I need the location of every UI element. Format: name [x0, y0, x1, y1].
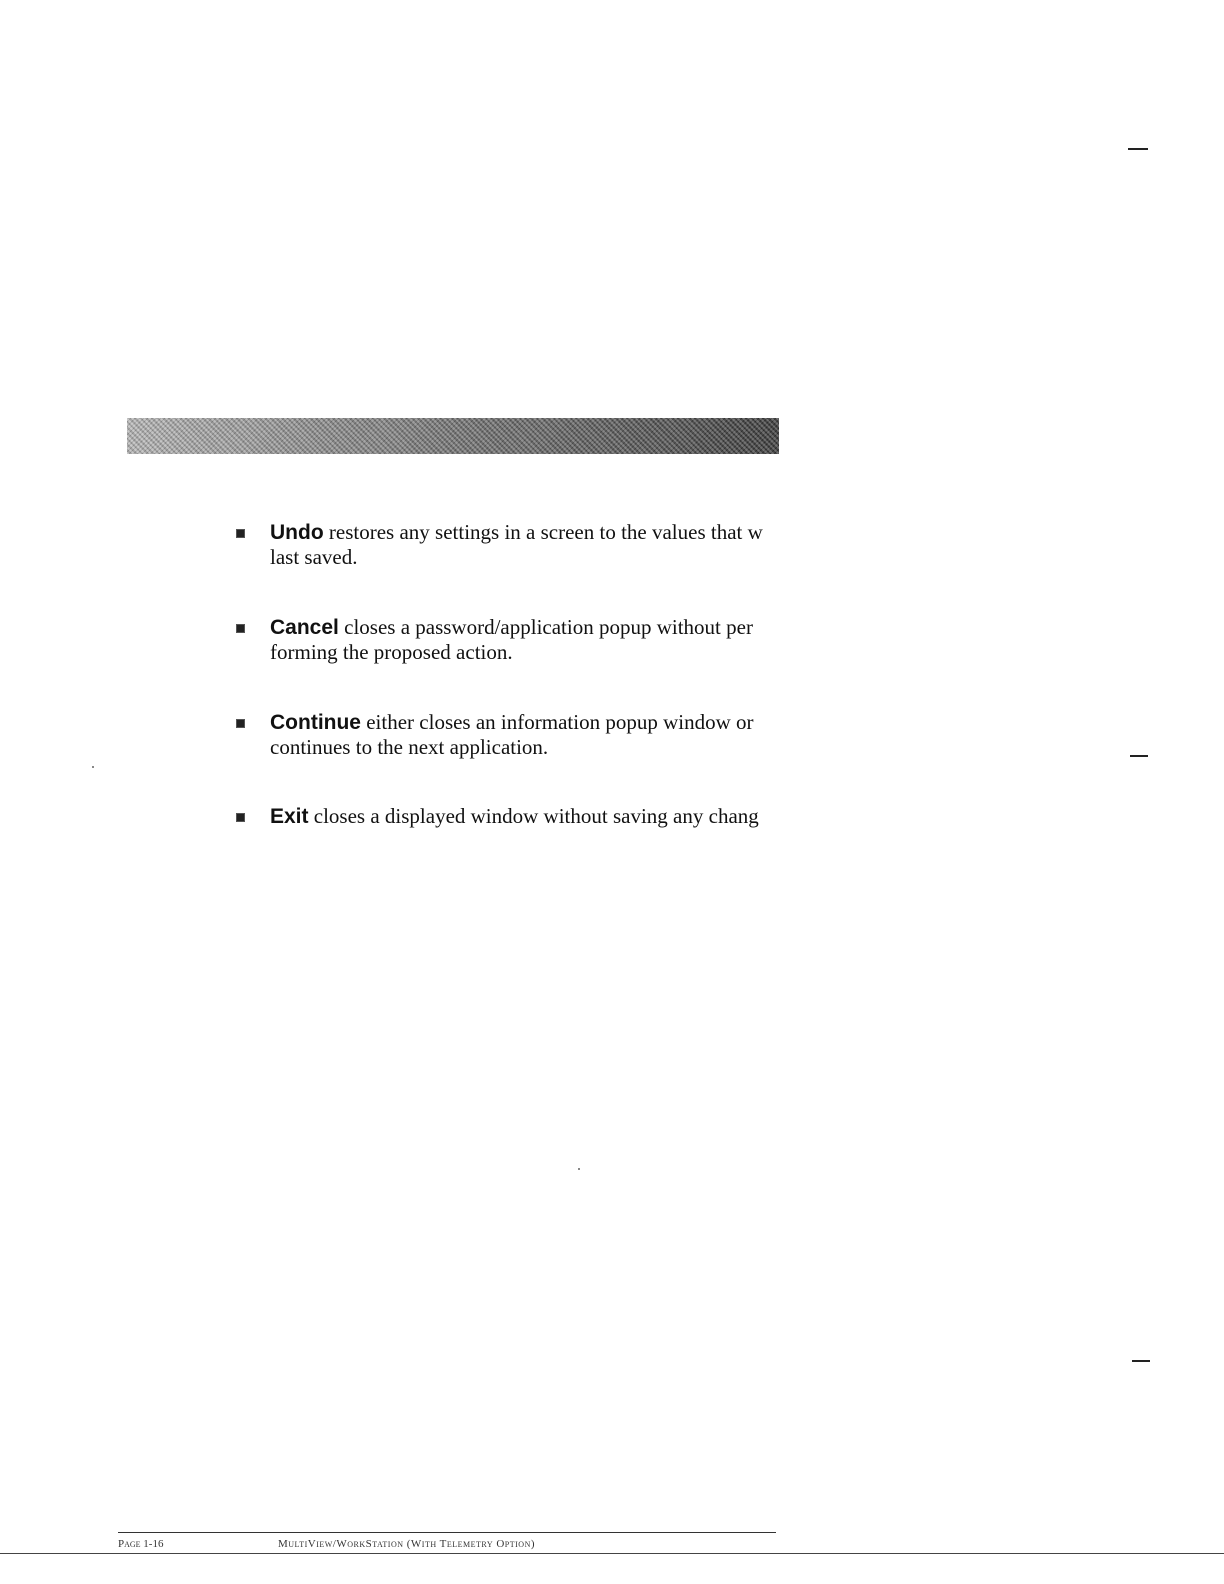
- margin-mark: [1130, 755, 1148, 757]
- list-item-text: [270, 520, 780, 569]
- document-title: MultiView/WorkStation (With Telemetry Option): [278, 1538, 536, 1550]
- square-bullet-icon: [236, 624, 245, 633]
- bottom-rule: [0, 1553, 1224, 1554]
- scan-speck: [92, 766, 94, 768]
- list-item-cancel: [236, 615, 796, 665]
- description-line-2: continues to the next application.: [270, 735, 549, 759]
- list-item-exit: [236, 804, 796, 832]
- list-item-text: [270, 710, 780, 759]
- description-line-1: restores any settings in a screen to the values that w: [328, 520, 763, 544]
- list-item-continue: [236, 710, 796, 760]
- term-continue: Continue: [270, 711, 361, 734]
- section-banner: [127, 418, 779, 454]
- page-number: Page 1-16: [118, 1538, 164, 1550]
- description-line-1: closes a displayed window without saving any chang: [313, 804, 759, 828]
- margin-mark: [1132, 1360, 1150, 1362]
- term-undo: Undo: [270, 521, 324, 544]
- description-line-1: closes a password/application popup without per: [344, 615, 753, 639]
- list-item-text: [270, 804, 780, 829]
- scan-speck: [578, 1168, 580, 1170]
- footer-rule: [118, 1532, 776, 1533]
- square-bullet-icon: [236, 813, 245, 822]
- term-cancel: Cancel: [270, 616, 339, 639]
- square-bullet-icon: [236, 719, 245, 728]
- square-bullet-icon: [236, 529, 245, 538]
- list-item-undo: [236, 520, 796, 570]
- term-exit: Exit: [270, 805, 309, 828]
- margin-mark: [1128, 148, 1148, 150]
- page-footer: [118, 1537, 778, 1551]
- description-line-2: last saved.: [270, 545, 358, 569]
- list-item-text: [270, 615, 780, 664]
- description-line-1: either closes an information popup window or: [366, 710, 754, 734]
- description-line-2: forming the proposed action.: [270, 640, 513, 664]
